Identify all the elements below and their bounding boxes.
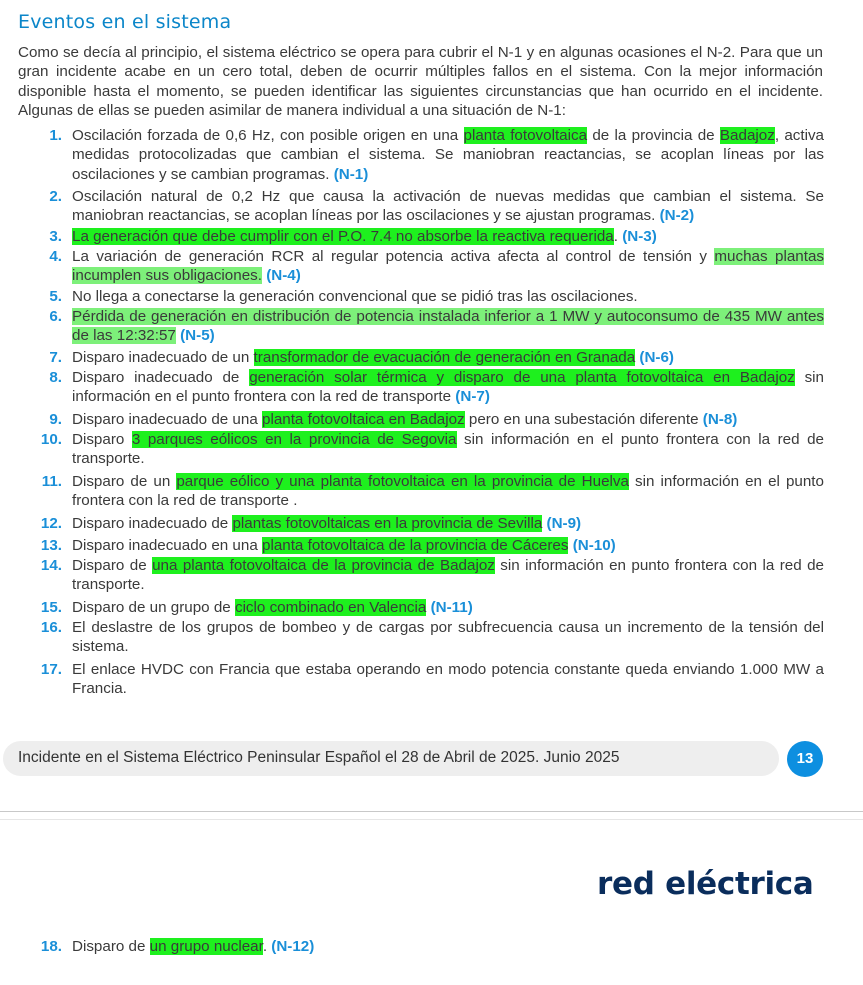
event-number: 3. [49, 228, 62, 245]
event-text-fragment: Disparo inadecuado de [72, 515, 233, 532]
event-text-fragment: Oscilación forzada de 0,6 Hz, con posible origen en una [72, 127, 464, 144]
section-title: Eventos en el sistema [18, 11, 232, 33]
event-number: 1. [49, 127, 62, 144]
footer-title: Incidente en el Sistema Eléctrico Peninsular Español el 28 de Abril de 2025. Junio 2025 [18, 749, 620, 766]
event-text-fragment: La variación de generación RCR al regular potencia activa afecta al control de tensión y [72, 248, 715, 265]
event-text-fragment: sin información en punto frontera con la red de transporte. [72, 557, 824, 594]
page-number-badge: 13 [787, 741, 823, 777]
intro-paragraph: Como se decía al principio, el sistema eléctrico se opera para cubrir el N-1 y en algunas ocasiones el N-2. Para que un gran incidente acabe en un cero total, deben de ocurrir múltiples fallos en el sistema. Con la mejor información disponible hasta el momento, se pueden identificar las siguientes circunstancias que han ocurrido en el incidente. Algunas de ellas se pueden asimilar de manera individual a una situación de N-1: [18, 44, 823, 119]
highlighted-text: un grupo nuclear [149, 938, 263, 955]
event-text [72, 348, 824, 367]
n-reference: (N-12) [271, 938, 315, 955]
event-text-fragment: Disparo de [72, 938, 150, 955]
event-text-fragment: Disparo inadecuado de un [72, 349, 254, 366]
n-reference: (N-10) [572, 537, 616, 554]
event-text [72, 598, 824, 617]
n-reference: (N-7) [455, 388, 490, 406]
highlighted-text: Pérdida de generación en distribución de potencia instalada inferior a 1 MW y autoconsumo de 435 MW antes de las 12:32:57 [72, 308, 824, 345]
event-text-fragment: Disparo de un [72, 473, 177, 490]
event-number: 8. [49, 369, 62, 386]
event-text [72, 618, 824, 657]
highlighted-text: 3 parques eólicos en la provincia de Segovia [131, 431, 457, 448]
event-text [72, 126, 824, 184]
event-number: 2. [49, 188, 62, 205]
event-text [72, 937, 824, 956]
event-text [72, 307, 824, 346]
event-text-fragment: El enlace HVDC con Francia que estaba operando en modo potencia constante queda enviando 1.000 MW a Francia. [72, 661, 824, 698]
event-text-fragment: pero en una subestación diferente [464, 411, 703, 428]
event-text-fragment: No llega a conectarse la generación convencional que se pidió tras las oscilaciones. [72, 288, 638, 305]
event-text-fragment: sin información en el punto frontera con la red de transporte. [72, 431, 825, 468]
page-divider [0, 819, 863, 820]
event-text-fragment: El deslastre de los grupos de bombeo y de cargas por subfrecuencia causa un incremento de la tensión del sistema. [72, 619, 824, 656]
event-text-fragment: . [613, 228, 623, 245]
event-number: 7. [49, 349, 62, 366]
event-number: 11. [41, 473, 62, 490]
event-text [72, 368, 824, 407]
n-reference: (N-8) [702, 411, 738, 428]
event-text-fragment: Disparo de [72, 557, 153, 574]
n-reference: (N-5) [180, 327, 215, 345]
highlighted-text: La generación que debe cumplir con el P.O. 7.4 no absorbe la reactiva requerida [72, 228, 614, 245]
event-text-fragment: . [262, 938, 272, 955]
highlighted-text: parque eólico y una planta fotovoltaica en la provincia de Huelva [176, 473, 629, 490]
event-text [72, 410, 824, 429]
event-text [72, 660, 824, 699]
event-number: 15. [40, 599, 62, 616]
event-text [72, 247, 824, 286]
highlighted-text: planta fotovoltaica de la provincia de Cáceres [262, 537, 569, 554]
event-text-fragment: Disparo [72, 431, 132, 448]
event-text-fragment: de la provincia de [587, 127, 720, 144]
highlighted-text: ciclo combinado en Valencia [234, 599, 427, 616]
event-number: 17. [40, 661, 62, 678]
event-text-fragment: sin información en el punto frontera con la red de transporte . [72, 473, 824, 510]
highlighted-text: generación solar térmica y disparo de una planta fotovoltaica en Badajoz [249, 369, 795, 386]
event-text [72, 287, 824, 306]
event-number: 5. [49, 288, 62, 305]
event-number: 14. [40, 557, 62, 574]
event-text-fragment: , activa medidas protocolizadas que cambian el sistema. Se maniobran reactancias, se acoplan líneas por las oscilaciones y se cambian programas. [72, 127, 825, 183]
event-number: 13. [40, 537, 62, 554]
event-number: 10. [40, 431, 62, 448]
event-text-fragment: Oscilación natural de 0,2 Hz que causa la activación de nuevas medidas que cambian el sistema. Se maniobran reactancias, se acoplan líneas por las oscilaciones y se ajustan programas. [72, 188, 824, 225]
event-number: 6. [49, 308, 62, 325]
event-text-fragment: Disparo de un grupo de [72, 599, 235, 616]
n-reference: (N-4) [266, 267, 301, 285]
n-reference: (N-6) [639, 349, 674, 366]
n-reference: (N-2) [659, 207, 695, 225]
highlighted-text: Badajoz [719, 127, 775, 144]
n-reference: (N-11) [430, 599, 473, 616]
highlighted-text: planta fotovoltaica en Badajoz [262, 411, 465, 428]
event-text-fragment: Disparo inadecuado de [72, 369, 250, 386]
highlighted-text: planta fotovoltaica [463, 127, 588, 144]
highlighted-text: plantas fotovoltaicas en la provincia de Sevilla [232, 515, 543, 532]
event-number: 4. [49, 248, 62, 265]
event-number: 9. [49, 411, 62, 428]
event-text-fragment: Disparo inadecuado de una [72, 411, 262, 428]
page-divider [0, 811, 863, 812]
n-reference: (N-1) [333, 165, 369, 183]
highlighted-text: muchas plantas incumplen sus obligaciones. [72, 248, 824, 285]
n-reference: (N-3) [622, 228, 657, 245]
event-text [72, 227, 824, 246]
event-text [72, 430, 824, 469]
event-text [72, 187, 824, 226]
event-text [72, 514, 824, 533]
event-number: 16. [40, 619, 62, 636]
highlighted-text: transformador de evacuación de generación en Granada [253, 349, 636, 366]
event-text [72, 556, 824, 595]
event-number: 18. [40, 938, 62, 955]
event-text [72, 536, 824, 555]
n-reference: (N-9) [546, 515, 582, 532]
event-text-fragment: sin información en el punto frontera con la red de transporte [72, 369, 824, 406]
red-electrica-logo: red eléctrica [597, 866, 814, 902]
event-text [72, 472, 824, 511]
highlighted-text: una planta fotovoltaica de la provincia de Badajoz [152, 557, 495, 574]
event-text-fragment: Disparo inadecuado en una [72, 537, 262, 554]
event-number: 12. [40, 515, 62, 532]
